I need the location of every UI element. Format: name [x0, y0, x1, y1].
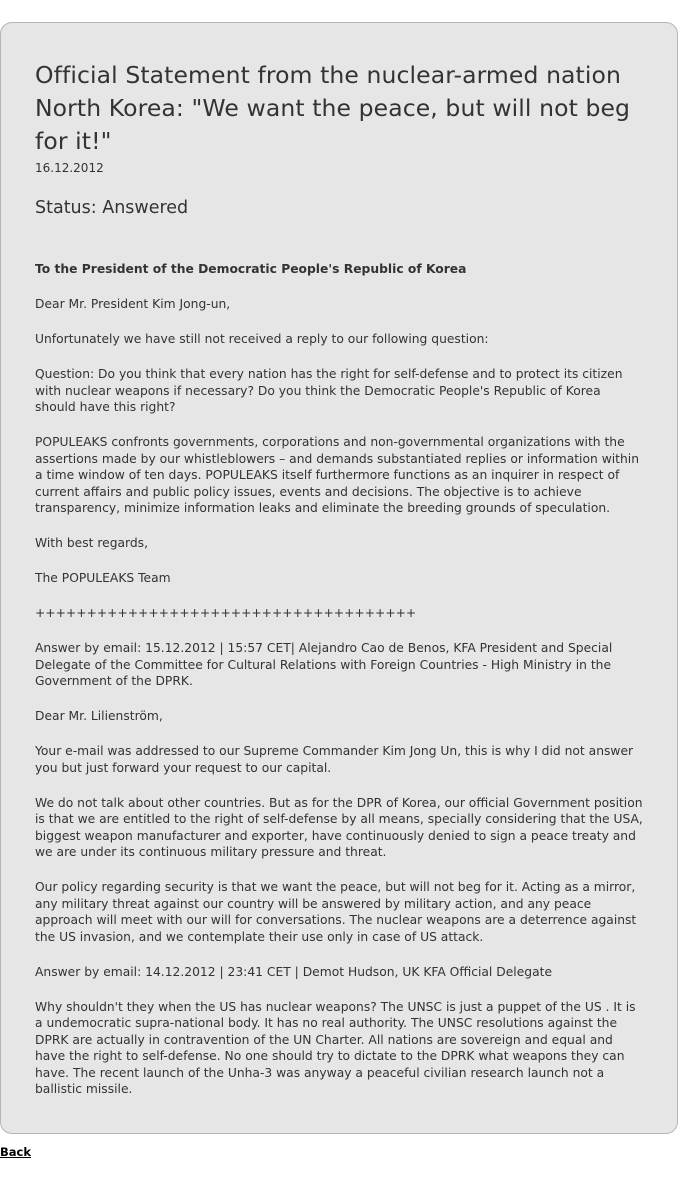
letter-closing: With best regards, — [35, 536, 148, 550]
letter-signature: The POPULEAKS Team — [35, 571, 171, 585]
statement-title: Official Statement from the nuclear-armed nation North Korea: "We want the peace, but will not beg for it!" — [35, 61, 631, 155]
answer-paragraph: We do not talk about other countries. But as for the DPR of Korea, our official Government position is that we are entitled to the right of self-defense by all means, specially considering that the USA, biggest weapon manufacturer and exporter, have continuously denied to sign a peace treaty and we are under its continuous military pressure and threat. — [35, 795, 643, 859]
letter-heading: To the President of the Democratic People's Republic of Korea — [35, 262, 467, 276]
back-link[interactable]: Back — [0, 1145, 31, 1159]
answer-paragraph: Why shouldn't they when the US has nuclear weapons? The UNSC is just a puppet of the US . It is a undemocratic supra-national body. It has no real authority. The UNSC resolutions against the DPRK are actually in contravention of the UN Charter. All nations are sovereign and equal and have the right to self-defense. No one should try to dictate to the DPRK what weapons they can have. The recent launch of the Unha-3 was anyway a peaceful civilian research launch not a ballistic missile. — [35, 999, 636, 1096]
statement-date: 16.12.2012 — [35, 161, 104, 175]
statement-panel — [0, 22, 678, 1134]
letter-question: Question: Do you think that every nation has the right for self-defense and to protect its citizen with nuclear weapons if necessary? Do you think the Democratic People's Republic of Korea should have this right? — [35, 367, 623, 414]
statement-body — [35, 261, 643, 1098]
letter-greeting: Dear Mr. President Kim Jong-un, — [35, 297, 231, 311]
answer-paragraph: Our policy regarding security is that we want the peace, but will not beg for it. Acting as a mirror, any military threat against our country will be answered by military action, and any peace approach will meet with our will for conversations. The nuclear weapons are a deterrence against the US invasion, and we contemplate their use only in case of US attack. — [35, 880, 637, 944]
answer-paragraph: Dear Mr. Lilienström, — [35, 709, 163, 723]
letter-about: POPULEAKS confronts governments, corporations and non-governmental organizations with the assertions made by our whistleblowers – and demands substantiated replies or information within a time window of ten days. POPULEAKS itself furthermore functions as an inquirer in respect of current affairs and public policy issues, events and decisions. The objective is to achieve transparency, minimize information leaks and eliminate the breeding grounds of speculation. — [35, 435, 640, 515]
answer-paragraph: Your e-mail was addressed to our Supreme Commander Kim Jong Un, this is why I did not answer you but just forward your request to our capital. — [35, 744, 634, 775]
answer-header: Answer by email: 15.12.2012 | 15:57 CET| Alejandro Cao de Benos, KFA President and Special Delegate of the Committee for Cultural Relations with Foreign Countries - High Ministry in the Government of the DPRK. — [35, 641, 613, 688]
status-label: Status: Answered — [35, 198, 189, 218]
letter-intro: Unfortunately we have still not received a reply to our following question: — [35, 332, 489, 346]
answer-header: Answer by email: 14.12.2012 | 23:41 CET | Demot Hudson, UK KFA Official Delegate — [35, 964, 553, 979]
separator-line: +++++++++++++++++++++++++++++++++++++ — [35, 606, 417, 620]
